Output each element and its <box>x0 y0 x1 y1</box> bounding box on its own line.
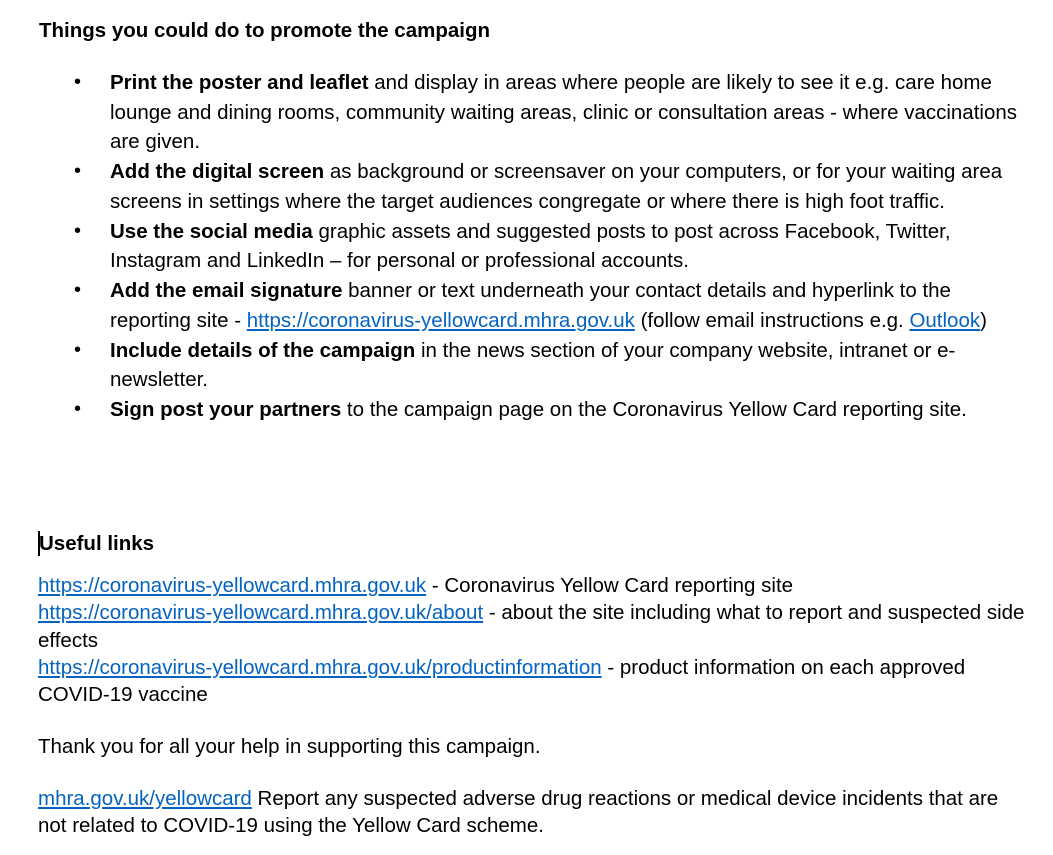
useful-link-row <box>38 654 1028 709</box>
list-item <box>38 157 1028 216</box>
item-bold: Include details of the campaign <box>110 338 416 362</box>
yellowcard-paragraph <box>38 785 1028 840</box>
item-text: and display in areas where people are likely to see it e.g. care home lounge and dining rooms, community waiting areas, clinic or consultation areas - where vaccinations are given. <box>110 71 1018 153</box>
item-bold: Print the poster and leaflet <box>110 71 369 94</box>
item-bold: Sign post your partners <box>110 398 342 421</box>
heading-promote-campaign: Things you could do to promote the campaign <box>39 19 490 42</box>
bullet-icon: • <box>74 219 82 242</box>
item-text: as background or screensaver on your computers, or for your waiting area screens in settings where the target audiences congregate or where there is high foot traffic. <box>110 160 1003 213</box>
item-text: to the campaign page on the Coronavirus Yellow Card reporting site. <box>341 398 967 421</box>
list-item <box>38 395 1028 425</box>
item-text: in the news section of your company website, intranet or e-newsletter. <box>110 338 956 391</box>
useful-link-desc: - product information on each approved COVID-19 vaccine <box>38 655 966 707</box>
item-text: ) <box>980 308 987 332</box>
item-text: banner or text underneath your contact details and hyperlink to the reporting site - <box>110 279 951 332</box>
reporting-site-link[interactable]: https://coronavirus-yellowcard.mhra.gov.uk <box>246 308 635 332</box>
useful-links-list <box>38 572 1028 708</box>
item-bold: Use the social media <box>110 219 313 243</box>
useful-link[interactable]: https://coronavirus-yellowcard.mhra.gov.uk/about <box>38 601 484 625</box>
useful-link-row <box>38 599 1028 654</box>
list-item <box>38 68 1028 157</box>
promotion-list <box>38 68 1028 425</box>
bullet-icon: • <box>74 71 82 93</box>
item-bold: Add the digital screen <box>110 160 325 183</box>
useful-link-row <box>38 572 1028 599</box>
bullet-icon: • <box>74 279 82 301</box>
heading-useful-links: Useful links <box>39 532 155 555</box>
bullet-icon: • <box>74 338 82 361</box>
list-item <box>38 276 1028 335</box>
bullet-icon: • <box>74 160 82 182</box>
outlook-link[interactable]: Outlook <box>909 308 981 332</box>
yellowcard-link[interactable]: mhra.gov.uk/yellowcard <box>38 787 252 810</box>
yellowcard-text: Report any suspected adverse drug reactions or medical device incidents that are not related to COVID-19 using the Yellow Card scheme. <box>38 787 999 838</box>
useful-link-desc: - about the site including what to report and suspected side effects <box>38 601 1025 652</box>
useful-link-desc: - Coronavirus Yellow Card reporting site <box>426 574 794 597</box>
list-item <box>38 217 1028 276</box>
thanks-paragraph: Thank you for all your help in supporting this campaign. <box>38 735 541 758</box>
item-text: (follow email instructions e.g. <box>634 308 910 332</box>
useful-link[interactable]: https://coronavirus-yellowcard.mhra.gov.uk <box>38 574 427 597</box>
useful-link[interactable]: https://coronavirus-yellowcard.mhra.gov.uk/productinformation <box>38 655 602 679</box>
item-text: graphic assets and suggested posts to post across Facebook, Twitter, Instagram and LinkedIn – for personal or professional accounts. <box>110 219 951 272</box>
bullet-icon: • <box>74 398 82 420</box>
item-bold: Add the email signature <box>110 279 343 302</box>
list-item <box>38 336 1028 395</box>
text-cursor <box>38 531 40 556</box>
